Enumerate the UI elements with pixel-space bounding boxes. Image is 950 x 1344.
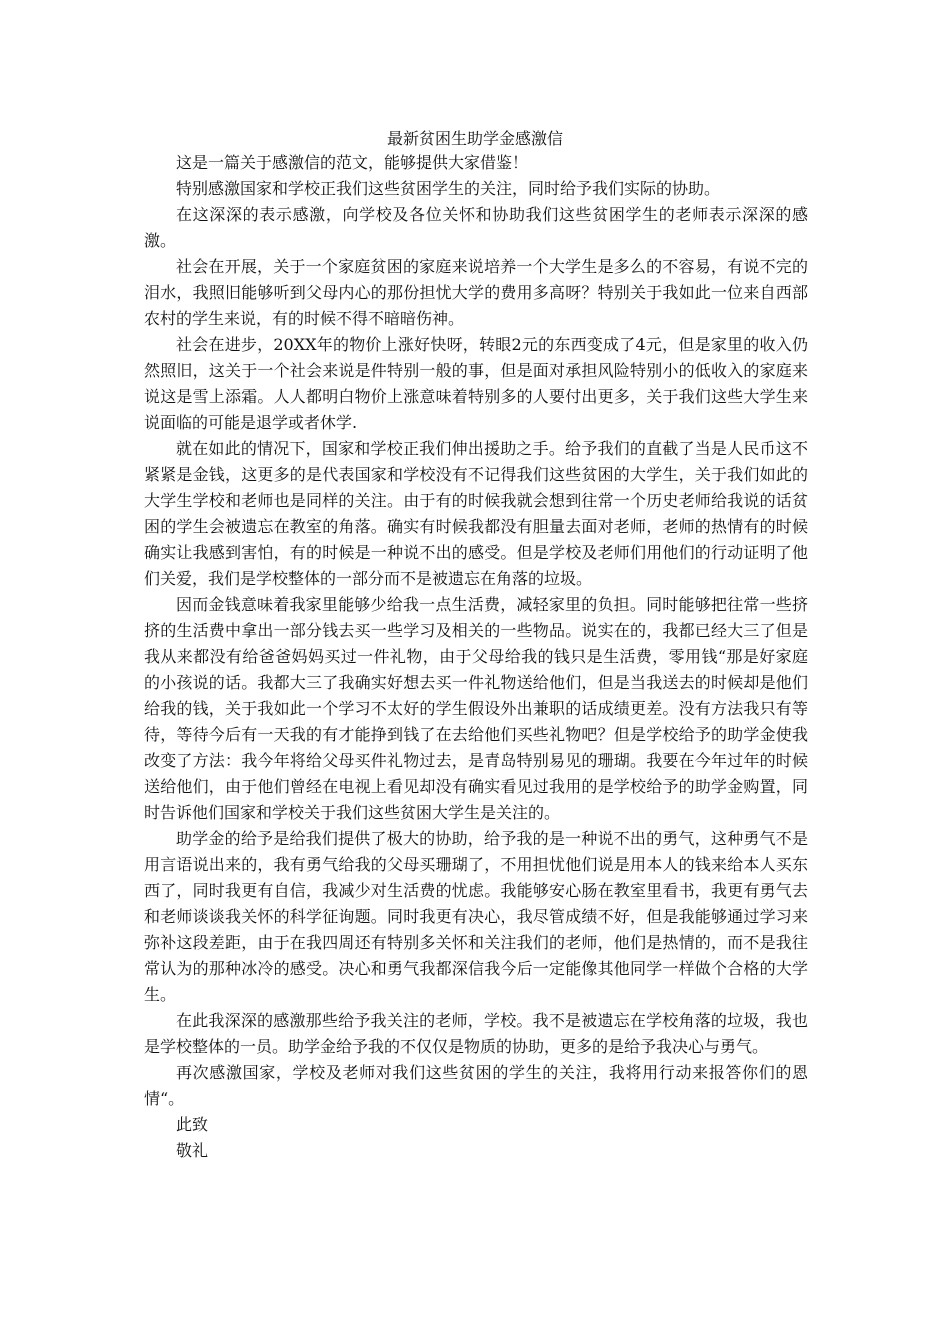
paragraph-helping-hand: 就在如此的情况下，国家和学校正我们伸出援助之手。给予我们的直截了当是人民币这不紧紧是金钱，这更多的是代表国家和学校没有不记得我们这些贫困的大学生，关于我们如此的大学生学校和老师也是同样的关注。由于有的时候我就会想到往常一个历史老师给我说的话贫困的学生会被遗忘在教室的角落。确实有时候我都没有胆量去面对老师，老师的热情有的时候确实让我感到害怕，有的时候是一种说不出的感受。但是学校及老师们用他们的行动证明了他们关爱，我们是学校整体的一部分而不是被遗忘在角落的垃圾。: [144, 439, 808, 588]
paragraph-closing: 再次感激国家，学校及老师对我们这些贫困的学生的关注，我将用行动来报答你们的恩情“。: [144, 1063, 808, 1108]
paragraph-courage: 助学金的给予是给我们提供了极大的协助，给予我的是一种说不出的勇气，这种勇气不是用言语说出来的，我有勇气给我的父母买珊瑚了，不用担忧他们说是用本人的钱来给本人买东西了，同时我更有自信，我减少对生活费的忧虑。我能够安心肠在教室里看书，我更有勇气去和老师谈谈我关怀的科学征询题。同时我更有决心，我尽管成绩不好，但是我能够通过学习来弥补这段差距，由于在我四周还有特别多关怀和关注我们的老师，他们是热情的，而不是我往常认为的那种冰冷的感受。决心和勇气我都深信我今后一定能像其他同学一样做个合格的大学生。: [144, 829, 808, 1004]
paragraph-intro: 这是一篇关于感激信的范文，能够提供大家借鉴！: [176, 153, 529, 172]
paragraph-thanks-country: 特别感激国家和学校正我们这些贫困学生的关注，同时给予我们实际的协助。: [176, 179, 721, 198]
salutation-cizhi: 此致: [176, 1115, 209, 1134]
paragraph-gift-for-parents: 因而金钱意味着我家里能够少给我一点生活费，减轻家里的负担。同时能够把往常一些挤挤的生活费中拿出一部分钱去买一些学习及相关的一些物品。说实在的，我都已经大三了但是我从来都没有给爸爸妈妈买过一件礼物，由于父母给我的钱只是生活费，零用钱“那是好家庭的小孩说的话。我都大三了我确实好想去买一件礼物送给他们，但是当我送去的时候却是他们给我的钱，关于我如此一个学习不太好的学生假设外出兼职的话成绩更差。没有方法我只有等待，等待今后有一天我的有才能挣到钱了在去给他们买些礼物吧？但是学校给予的助学金使我改变了方法：我今年将给父母买件礼物过去，是青岛特别易见的珊瑚。我要在今年过年的时候送给他们，由于他们曾经在电视上看见却没有确实看见过我用的是学校给予的助学金购置，同时告诉他们国家和学校关于我们这些贫困大学生是关注的。: [144, 595, 808, 822]
document-title: 最新贫困生助学金感激信: [386, 129, 563, 148]
paragraph-family-hardship: 社会在开展，关于一个家庭贫困的家庭来说培养一个大学生是多么的不容易，有说不完的泪水，我照旧能够听到父母内心的那份担忧大学的费用多高呀？特别关于我如此一位来自西部农村的学生来说，有的时候不得不暗暗伤神。: [144, 257, 808, 328]
salutation-jingli: 敬礼: [176, 1141, 209, 1160]
document-body: [144, 150, 808, 1164]
paragraph-thanks-teachers: 在这深深的表示感激，向学校及各位关怀和协助我们这些贫困学生的老师表示深深的感激。: [144, 205, 808, 250]
paragraph-rising-prices: 社会在进步，20XX年的物价上涨好快呀，转眼2元的东西变成了4元，但是家里的收入仍然照旧，这关于一个社会来说是件特别一般的事，但是面对承担风险特别小的低收入的家庭来说这是雪上添霜。人人都明白物价上涨意味着特别多的人要付出更多，关于我们这些大学生来说面临的可能是退学或者休学.: [144, 335, 808, 432]
paragraph-gratitude: 在此我深深的感激那些给予我关注的老师，学校。我不是被遗忘在学校角落的垃圾，我也是学校整体的一员。助学金给予我的不仅仅是物质的协助，更多的是给予我决心与勇气。: [144, 1011, 808, 1056]
